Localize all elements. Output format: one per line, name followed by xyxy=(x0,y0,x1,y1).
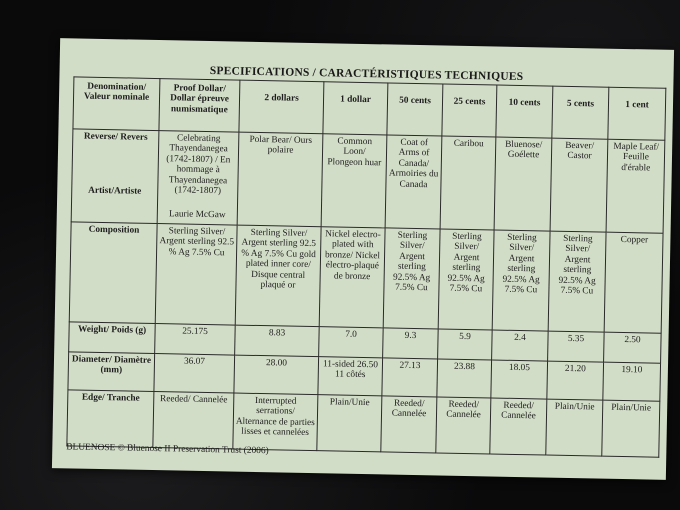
weight-cell: 8.83 xyxy=(235,325,320,357)
reverse-cell: Caribou xyxy=(440,136,496,230)
reverse-cell: Coat of Arms of Canada/ Armoiries du Canada xyxy=(385,135,442,229)
diameter-cell: 18.05 xyxy=(491,360,548,399)
artist-label: Artist/Artiste xyxy=(88,186,142,198)
edge-cell: Reeded/ Cannelée xyxy=(490,398,547,455)
reverse-cell: Common Loon/ Plongeon huar xyxy=(321,134,387,228)
denom-cell: 2 dollars xyxy=(239,80,324,134)
edge-cell: Reeded/ Cannelée xyxy=(381,396,437,453)
reverse-text: Celebrating Thayendanegea (1742-1807) / En hommage à Thayendanegea (1742-1807) xyxy=(166,133,231,197)
composition-cell: Sterling Silver/ Argent sterling 92.5 % Ag 7.5% Cu gold plated inner core/ Disque central plaqué or xyxy=(235,225,321,327)
weight-cell: 2.4 xyxy=(492,330,549,361)
edge-cell: Reeded/ Cannelée xyxy=(153,392,234,450)
edge-cell: Interrupted serrations/ Alternance de parties lisses et cannelées xyxy=(233,393,318,451)
spec-table xyxy=(66,76,666,457)
weight-cell: 5.9 xyxy=(438,329,493,360)
spec-card xyxy=(52,38,674,480)
composition-cell: Sterling Silver/ Argent sterling 92.5% Ag 7.5% Cu xyxy=(383,228,440,329)
reverse-cell xyxy=(157,131,239,226)
composition-cell: Nickel electro-plated with bronze/ Nickel électro-plaqué de bronze xyxy=(319,227,385,328)
composition-label: Composition xyxy=(69,222,157,324)
weight-cell: 25.175 xyxy=(155,324,236,356)
denomination-label: Denomination/ Valeur nominale xyxy=(73,77,160,131)
reverse-cell: Bluenose/ Goélette xyxy=(494,137,552,231)
diameter-cell: 23.88 xyxy=(437,359,492,398)
reverse-cell: Polar Bear/ Ours polaire xyxy=(237,132,323,227)
edge-cell: Reeded/ Cannelée xyxy=(436,397,491,454)
denom-cell: 50 cents xyxy=(387,83,443,136)
weight-label: Weight/ Poids (g) xyxy=(69,322,156,354)
composition-cell: Sterling Silver/ Argent sterling 92.5% Ag 7.5% Cu xyxy=(492,230,550,331)
diameter-cell: 11-sided 26.50 11 côtés xyxy=(318,357,383,396)
edge-cell: Plain/Unie xyxy=(546,399,603,456)
weight-cell: 9.3 xyxy=(383,328,439,359)
spec-title: SPECIFICATIONS / CARACTÉRISTIQUES TECHNIQUES xyxy=(209,65,524,84)
reverse-label-cell xyxy=(71,129,159,224)
reverse-cell: Beaver/ Castor xyxy=(550,138,608,232)
denom-cell: 25 cents xyxy=(442,84,497,137)
composition-row xyxy=(69,222,663,333)
weight-cell: 5.35 xyxy=(548,331,605,362)
edge-cell: Plain/Unie xyxy=(602,400,660,457)
weight-cell: 7.0 xyxy=(319,327,384,358)
diameter-cell: 28.00 xyxy=(234,355,319,395)
copyright-footer: BLUENOSE © Bluenose II Preservation Trust (2006) xyxy=(66,442,269,457)
reverse-cell: Maple Leaf/ Feuille d'érable xyxy=(606,139,665,233)
diameter-cell: 27.13 xyxy=(382,358,438,397)
diameter-cell: 19.10 xyxy=(603,362,661,401)
composition-cell: Sterling Silver/ Argent sterling 92.5% Ag 7.5% Cu xyxy=(548,231,606,332)
weight-cell: 2.50 xyxy=(604,332,662,363)
reverse-label: Reverse/ Revers xyxy=(83,131,148,143)
denom-cell: Proof Dollar/ Dollar épreuve numismatique xyxy=(159,79,240,133)
diameter-cell: 21.20 xyxy=(547,361,604,400)
composition-cell: Copper xyxy=(604,232,663,333)
diameter-label: Diameter/ Diamètre (mm) xyxy=(68,352,155,392)
denom-cell: 5 cents xyxy=(552,86,609,139)
diameter-cell: 36.07 xyxy=(154,354,235,394)
reverse-row xyxy=(71,129,665,233)
edge-label: Edge/ Tranche xyxy=(67,390,154,448)
denom-cell: 1 dollar xyxy=(323,82,388,135)
denom-cell: 1 cent xyxy=(608,87,666,140)
artist-name: Laurie McGaw xyxy=(168,209,226,221)
denom-cell: 10 cents xyxy=(496,85,553,138)
composition-cell: Sterling Silver/ Argent sterling 92.5 % Ag 7.5% Cu xyxy=(155,224,237,326)
composition-cell: Sterling Silver/ Argent sterling 92.5% Ag 7.5% Cu xyxy=(438,229,494,330)
edge-cell: Plain/Unie xyxy=(317,395,382,452)
